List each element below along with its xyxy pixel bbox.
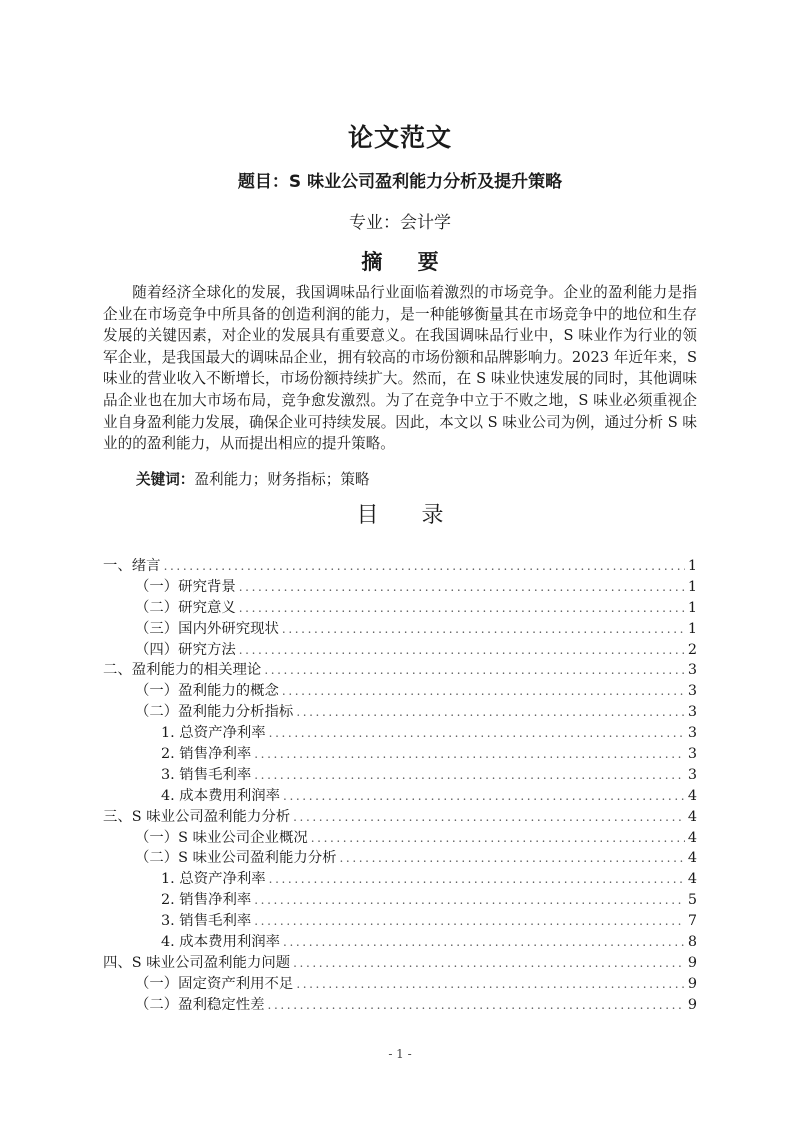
toc-leader-dots [282,619,685,640]
toc-leader-dots [296,702,685,723]
toc-entry-page: 1 [687,558,697,574]
toc-entry-label: （四）研究方法 [135,641,236,658]
toc-leader-dots [239,598,685,619]
toc-leader-dots [264,660,685,681]
thesis-subject: 题目：S 味业公司盈利能力分析及提升策略 [237,172,563,192]
toc-entry[interactable] [103,974,697,995]
toc-entry-page: 7 [687,913,697,930]
toc-entry-page: 3 [687,683,697,700]
toc-entry-label: （二）S 味业公司盈利能力分析 [135,850,337,867]
toc-entry-label: 二、盈利能力的相关理论 [103,662,262,679]
toc-entry-page: 4 [687,787,697,804]
toc-entry[interactable] [103,869,697,890]
toc-leader-dots [254,744,685,765]
toc-entry-page: 4 [687,850,697,867]
toc-entry[interactable] [103,660,697,681]
toc-entry-label: （三）国内外研究现状 [135,620,279,637]
toc-leader-dots [293,953,685,974]
toc-entry-label: 一、绪言 [103,558,161,574]
toc-entry[interactable] [103,953,697,974]
toc-entry[interactable] [103,723,697,744]
toc-entry[interactable] [103,640,697,661]
toc-entry[interactable] [103,681,697,702]
toc-entry-label: （二）盈利稳定性差 [135,996,265,1013]
toc-entry-page: 3 [687,766,697,783]
toc-entry-page: 2 [687,641,697,658]
toc-entry-page: 3 [687,704,697,721]
toc-leader-dots [296,974,685,995]
toc-leader-dots [239,640,685,661]
toc-entry-label: 1. 总资产净利率 [161,725,266,742]
toc-entry-page: 9 [687,975,697,992]
toc-entry[interactable] [103,577,697,598]
major-field: 专业：会计学 [349,213,451,233]
toc-entry-label: 3. 销售毛利率 [161,766,252,783]
toc-heading: 目 录 [356,503,462,528]
toc-entry[interactable] [103,786,697,807]
toc-leader-dots [254,890,685,911]
abstract-paragraph: 随着经济全球化的发展，我国调味品行业面临着激烈的市场竞争。企业的盈利能力是指企业在市场竞争中所具备的创造利润的能力，是一种能够衡量其在市场竞争中的地位和生存发展的关键因素，对企业的发展具有重要意义。在我国调味品行业中，S 味业作为行业的领军企业，是我国最大的调味品企业，拥有较高的市场份额和品牌影响力。2023 年近年来，S 味业的营业收入不断增长，市场份额持续扩大。然而，在 S 味业快速发展的同时，其他调味品企业也在加大市场布局，竞争愈发激烈。为了在竞争中立于不败之地，S 味业必须重视企业自身盈利能力发展，确保企业可持续发展。因此，本文以 S 味业公司为例，通过分析 S 味业的的盈利能力，从而提出相应的提升策略。 [103,284,697,453]
toc-entry-label: （一）研究背景 [135,578,236,595]
toc-entry[interactable] [103,890,697,911]
toc-entry[interactable] [103,848,697,869]
toc-leader-dots [239,577,685,598]
toc-leader-dots [164,556,685,577]
toc-entry-label: 三、S 味业公司盈利能力分析 [103,808,291,825]
toc-entry-page: 4 [687,808,697,825]
toc-leader-dots [268,995,685,1016]
toc-entry[interactable] [103,556,697,577]
toc-entry-page: 4 [687,871,697,888]
toc-entry-page: 8 [687,934,697,951]
toc-entry-label: 四、S 味业公司盈利能力问题 [103,954,291,971]
toc-entry-page: 3 [687,725,697,742]
table-of-contents [103,556,697,1016]
toc-entry[interactable] [103,995,697,1016]
toc-leader-dots [269,869,685,890]
toc-leader-dots [283,786,685,807]
toc-entry[interactable] [103,702,697,723]
abstract-heading: 摘 要 [361,250,453,274]
toc-entry[interactable] [103,911,697,932]
toc-entry[interactable] [103,932,697,953]
toc-entry-page: 4 [687,829,697,846]
toc-entry-label: （二）盈利能力分析指标 [135,704,294,721]
toc-entry-label: （一）S 味业公司企业概况 [135,829,308,846]
toc-entry-label: 3. 销售毛利率 [161,913,252,930]
keywords-value: 盈利能力；财务指标；策略 [194,471,370,488]
document-title: 论文范文 [347,123,452,152]
toc-entry-label: 4. 成本费用利润率 [161,787,281,804]
toc-entry-label: 1. 总资产净利率 [161,871,266,888]
toc-leader-dots [254,765,685,786]
toc-entry-page: 3 [687,662,697,679]
toc-entry-page: 1 [687,599,697,616]
toc-leader-dots [269,723,685,744]
toc-entry[interactable] [103,744,697,765]
toc-entry[interactable] [103,765,697,786]
toc-entry[interactable] [103,598,697,619]
toc-entry-label: （一）固定资产利用不足 [135,975,294,992]
toc-leader-dots [283,932,685,953]
toc-entry[interactable] [103,807,697,828]
toc-entry-page: 3 [687,746,697,763]
toc-entry-page: 1 [687,578,697,595]
toc-entry-label: 2. 销售净利率 [161,746,252,763]
toc-entry-label: 4. 成本费用利润率 [161,934,281,951]
toc-entry[interactable] [103,828,697,849]
toc-entry-label: 2. 销售净利率 [161,892,252,909]
toc-entry-page: 5 [687,892,697,909]
toc-leader-dots [340,848,685,869]
page-number: - 1 - [388,1047,412,1061]
keywords-label: 关键词： [136,471,195,488]
keywords-line [136,469,370,491]
toc-entry-label: （二）研究意义 [135,599,236,616]
toc-leader-dots [293,807,685,828]
toc-entry-label: （一）盈利能力的概念 [135,683,279,700]
toc-entry-page: 9 [687,954,697,971]
toc-entry[interactable] [103,619,697,640]
toc-entry-page: 1 [687,620,697,637]
toc-leader-dots [254,911,685,932]
toc-entry-page: 9 [687,996,697,1013]
toc-leader-dots [282,681,685,702]
toc-leader-dots [311,828,685,849]
